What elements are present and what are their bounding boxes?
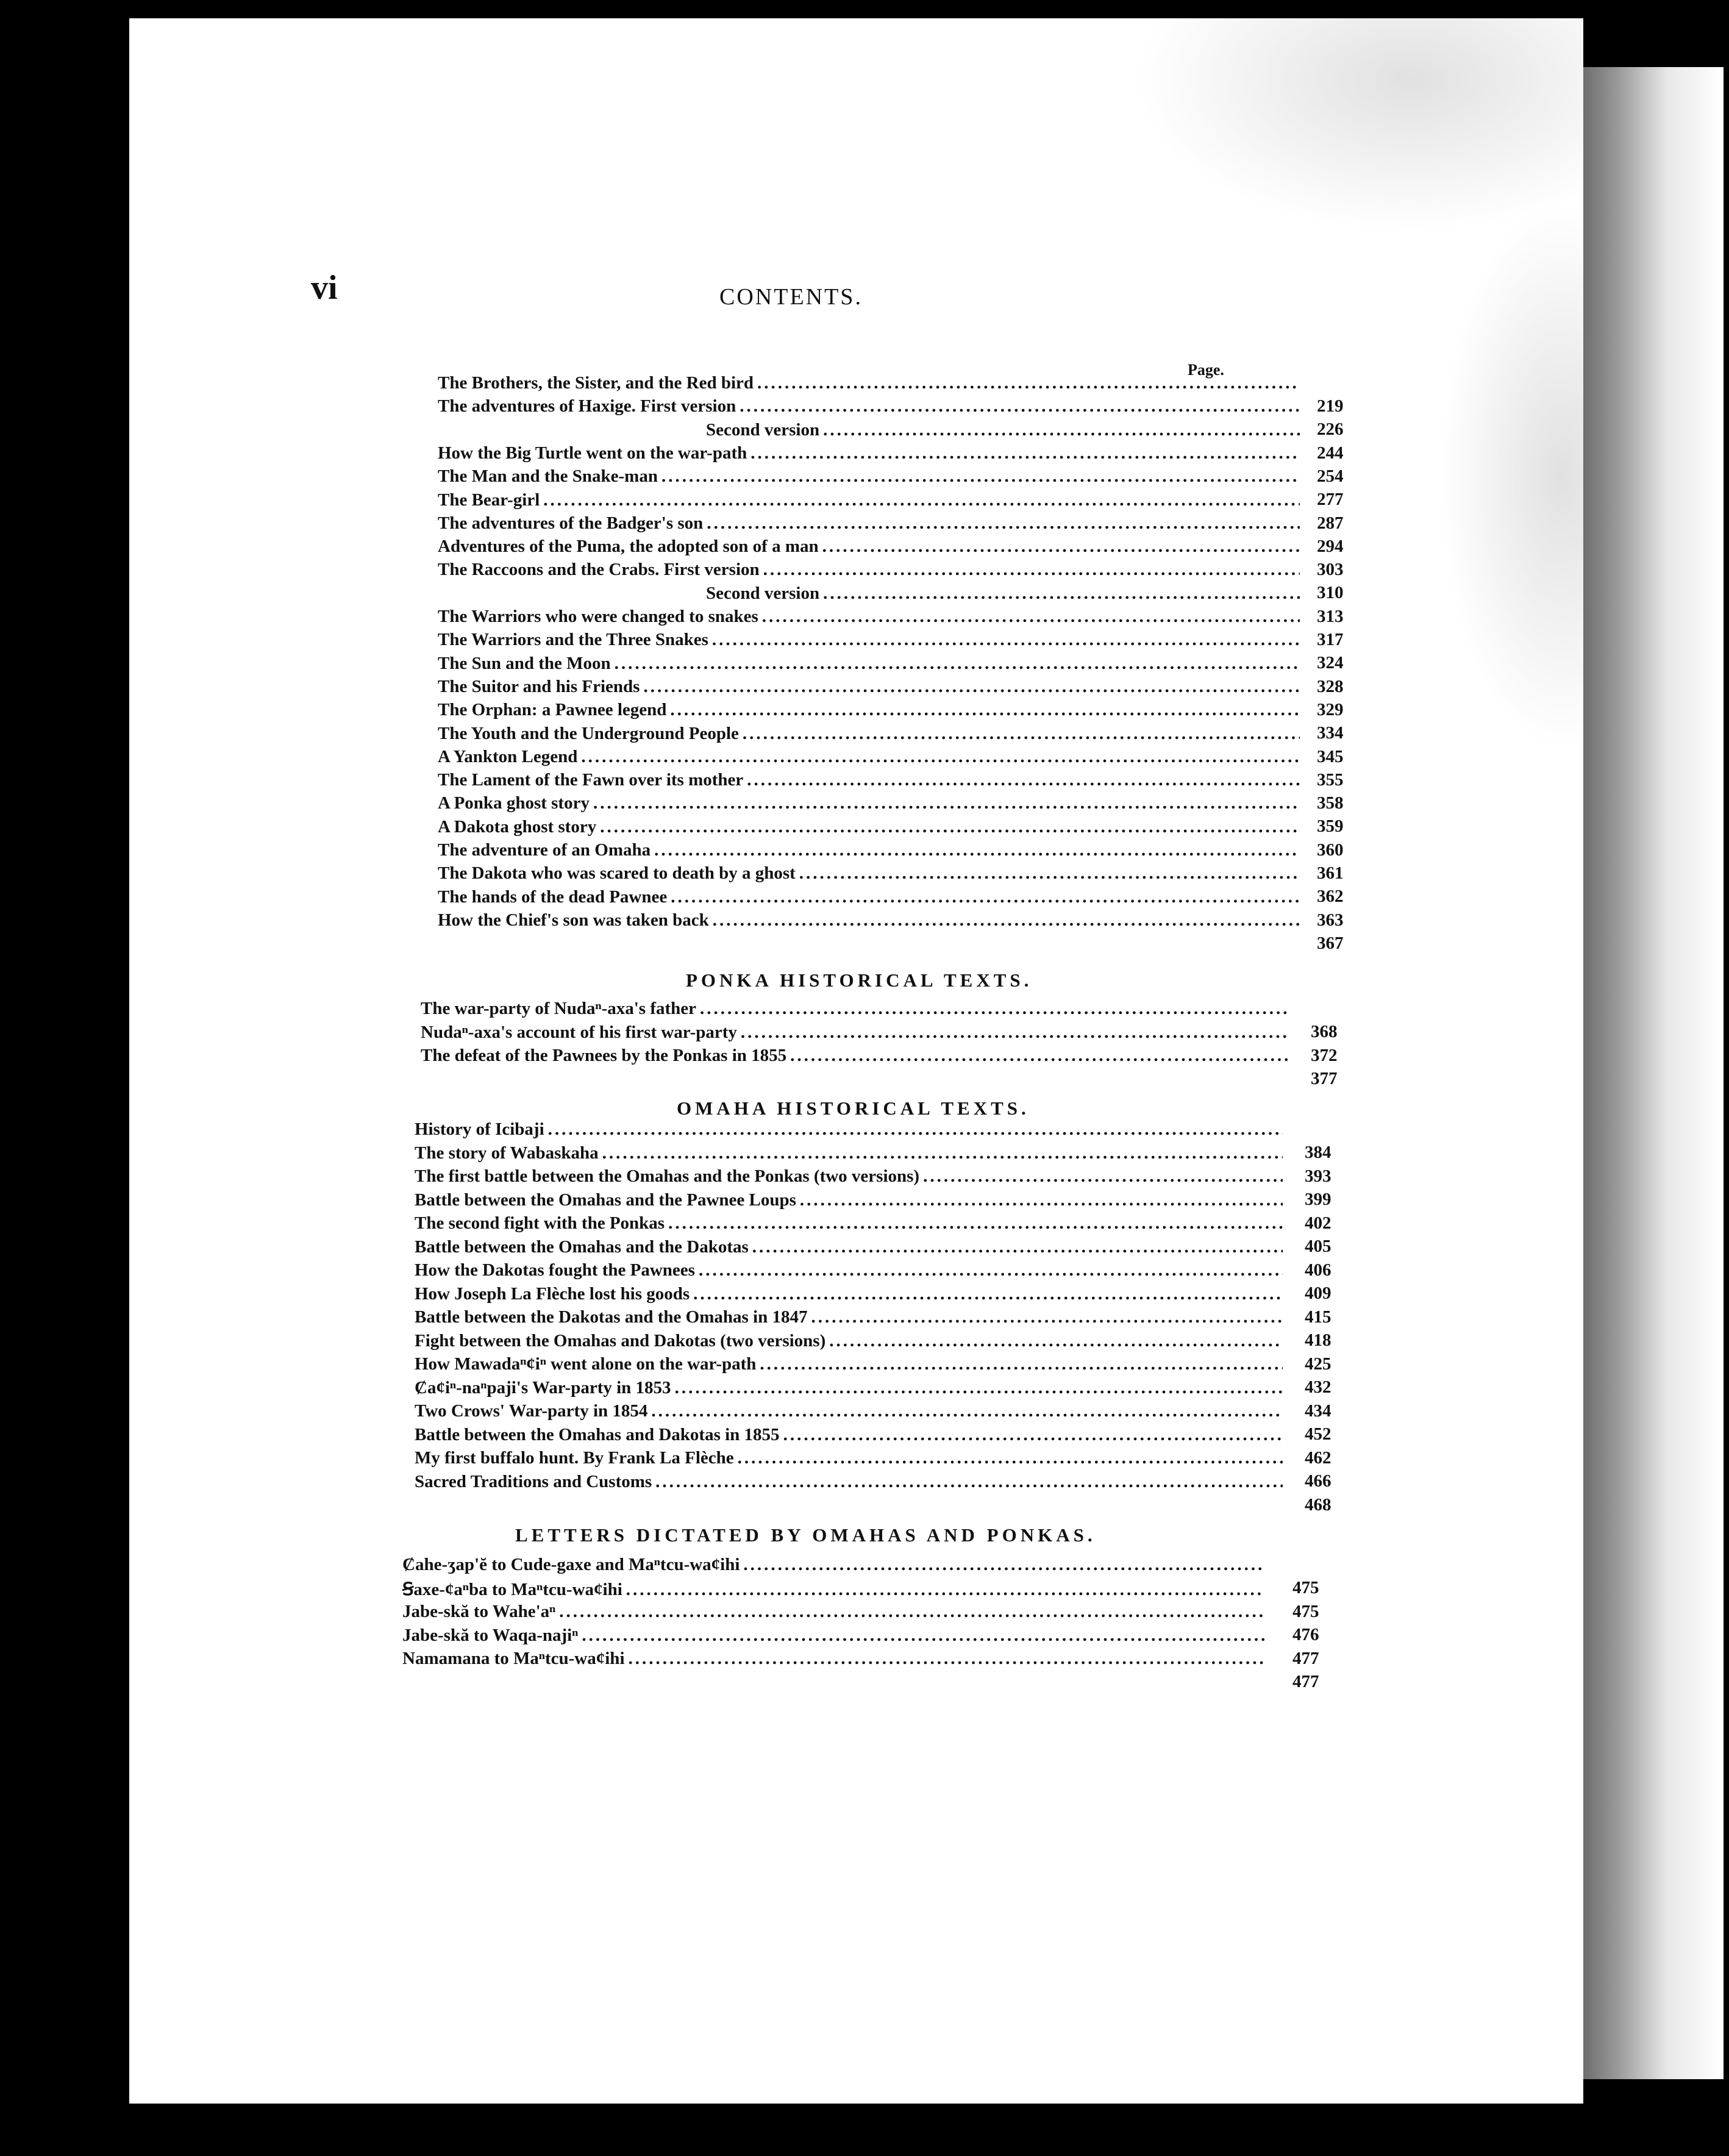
dot-leader bbox=[661, 466, 1300, 487]
toc-entry-title: The Warriors who were changed to snakes bbox=[438, 607, 758, 626]
toc-entry-page: 303 bbox=[1317, 560, 1344, 580]
dot-leader bbox=[699, 1260, 1283, 1280]
toc-entry-title: Sacred Traditions and Customs bbox=[415, 1471, 652, 1491]
toc-entry bbox=[415, 1331, 1286, 1351]
toc-entry-title: The story of Wabaskaha bbox=[415, 1143, 599, 1163]
toc-entry bbox=[438, 513, 1303, 534]
toc-entry-title: History of Icibaji bbox=[415, 1119, 544, 1139]
dot-leader bbox=[602, 1143, 1283, 1163]
toc-entry bbox=[415, 1213, 1286, 1233]
dot-leader bbox=[743, 1555, 1264, 1575]
toc-entry-page: 452 bbox=[1305, 1424, 1332, 1444]
dot-leader bbox=[823, 420, 1300, 440]
dot-leader bbox=[668, 1213, 1283, 1233]
toc-entry-page: 432 bbox=[1305, 1377, 1332, 1397]
toc-entry bbox=[415, 1119, 1286, 1140]
toc-entry bbox=[438, 817, 1303, 837]
toc-entry-page: 317 bbox=[1317, 630, 1344, 649]
toc-entry bbox=[415, 1472, 1286, 1492]
toc-entry-page: 477 bbox=[1292, 1648, 1319, 1668]
dot-leader bbox=[548, 1119, 1283, 1140]
toc-entry-page: 434 bbox=[1305, 1401, 1332, 1421]
toc-entry-title: Ꞩaxe-ȼaⁿba to Maⁿtcu-waȼihi bbox=[402, 1579, 622, 1599]
toc-entry-page: 277 bbox=[1317, 490, 1344, 510]
dot-leader bbox=[654, 840, 1300, 860]
toc-entry bbox=[415, 1307, 1286, 1327]
toc-entry-page: 462 bbox=[1305, 1447, 1332, 1468]
toc-entry-title: The adventures of Haxige. First version bbox=[438, 396, 736, 416]
toc-entry-title: The adventures of the Badger's son bbox=[438, 513, 704, 533]
toc-entry-title: How Mawadaⁿȼiⁿ went alone on the war-path bbox=[415, 1354, 757, 1374]
toc-entry-page: 466 bbox=[1305, 1471, 1332, 1491]
dot-leader bbox=[559, 1602, 1264, 1622]
toc-entry-page: 359 bbox=[1317, 816, 1344, 837]
toc-entry bbox=[706, 584, 1303, 604]
dot-leader bbox=[783, 1425, 1283, 1445]
dot-leader bbox=[712, 630, 1300, 650]
letters-heading: LETTERS DICTATED BY OMAHAS AND PONKAS. bbox=[515, 1524, 1096, 1546]
toc-entry-page: 405 bbox=[1305, 1237, 1332, 1256]
toc-entry-page: 363 bbox=[1317, 910, 1344, 930]
dot-leader bbox=[671, 887, 1300, 907]
toc-entry-page: 475 bbox=[1292, 1601, 1319, 1621]
toc-entry-title: Battle between the Omahas and Dakotas in 1855 bbox=[415, 1424, 780, 1444]
toc-entry-page: 368 bbox=[1311, 1022, 1338, 1041]
dot-leader bbox=[713, 910, 1300, 930]
dot-leader bbox=[600, 817, 1300, 837]
dot-leader bbox=[670, 700, 1300, 720]
toc-entry-title: The Lament of the Fawn over its mother bbox=[438, 770, 744, 790]
toc-entry bbox=[415, 1284, 1286, 1304]
toc-entry bbox=[438, 654, 1303, 674]
dot-leader bbox=[822, 537, 1300, 557]
toc-entry bbox=[438, 373, 1303, 393]
toc-entry-title: Two Crows' War-party in 1854 bbox=[415, 1401, 648, 1421]
toc-entry-page: 468 bbox=[1305, 1494, 1332, 1515]
toc-entry bbox=[438, 443, 1303, 463]
toc-entry-page: 361 bbox=[1317, 863, 1344, 883]
toc-entry-page: 362 bbox=[1317, 887, 1344, 907]
toc-entry bbox=[415, 1354, 1286, 1374]
toc-entry bbox=[438, 677, 1303, 697]
toc-entry-title: Fight between the Omahas and Dakotas (two versions) bbox=[415, 1330, 826, 1351]
ponka-heading: PONKA HISTORICAL TEXTS. bbox=[686, 969, 1033, 991]
toc-entry bbox=[438, 466, 1303, 487]
toc-entry-title: The Brothers, the Sister, and the Red bird bbox=[438, 373, 754, 393]
toc-entry-page: 418 bbox=[1305, 1330, 1332, 1350]
toc-entry-page: 425 bbox=[1305, 1354, 1332, 1374]
toc-entry-title: The Youth and the Underground People bbox=[438, 723, 739, 743]
toc-entry-page: 244 bbox=[1317, 443, 1344, 463]
toc-entry-page: 406 bbox=[1305, 1260, 1332, 1280]
toc-entry-page: 355 bbox=[1317, 769, 1344, 790]
toc-entry-title: The Raccoons and the Crabs. First version bbox=[438, 560, 760, 580]
dot-leader bbox=[923, 1166, 1283, 1187]
dot-leader bbox=[743, 724, 1300, 744]
toc-entry-title: Ȼahe-ʒap'ĕ to Cude-gaxe and Maⁿtcu-waȼihi bbox=[402, 1555, 740, 1574]
dot-leader bbox=[800, 1190, 1283, 1210]
dot-leader bbox=[740, 396, 1300, 416]
dot-leader bbox=[675, 1378, 1283, 1398]
toc-entry-title: The Man and the Snake-man bbox=[438, 466, 658, 487]
toc-entry-title: The second fight with the Ponkas bbox=[415, 1213, 665, 1233]
toc-entry bbox=[706, 420, 1303, 440]
toc-entry-title: The hands of the dead Pawnee bbox=[438, 887, 668, 907]
dot-leader bbox=[757, 373, 1300, 393]
toc-entry bbox=[402, 1626, 1268, 1646]
toc-entry-title: Namamana to Maⁿtcu-waȼihi bbox=[402, 1649, 625, 1668]
toc-entry bbox=[438, 724, 1303, 744]
toc-entry bbox=[421, 1023, 1294, 1043]
toc-entry-page: 287 bbox=[1317, 513, 1344, 533]
toc-entry-title: How Joseph La Flèche lost his goods bbox=[415, 1283, 690, 1304]
toc-entry bbox=[438, 863, 1303, 883]
toc-entry-title: How the Big Turtle went on the war-path bbox=[438, 443, 747, 463]
toc-entry-title: The first battle between the Omahas and the Ponkas (two versions) bbox=[415, 1166, 920, 1186]
toc-entry-title: Adventures of the Puma, the adopted son of a man bbox=[438, 537, 819, 557]
toc-entry-title: Second version bbox=[706, 583, 820, 603]
toc-entry bbox=[438, 396, 1303, 416]
toc-entry-page: 254 bbox=[1317, 466, 1344, 486]
toc-entry bbox=[415, 1401, 1286, 1421]
toc-entry-title: The Suitor and his Friends bbox=[438, 676, 640, 696]
toc-entry-page: 313 bbox=[1317, 606, 1344, 626]
toc-entry bbox=[438, 910, 1303, 930]
toc-entry-title: Jabe-skă to Waqa-najiⁿ bbox=[402, 1625, 579, 1645]
toc-entry bbox=[415, 1378, 1286, 1398]
toc-entry-title: How the Dakotas fought the Pawnees bbox=[415, 1260, 695, 1280]
toc-entry-page: 402 bbox=[1305, 1213, 1332, 1233]
dot-leader bbox=[738, 1448, 1283, 1468]
toc-entry-title: The Warriors and the Three Snakes bbox=[438, 630, 708, 650]
dot-leader bbox=[581, 747, 1300, 767]
toc-entry-page: 294 bbox=[1317, 536, 1344, 556]
toc-entry bbox=[402, 1555, 1268, 1575]
toc-entry-page: 334 bbox=[1317, 723, 1344, 743]
omaha-heading: OMAHA HISTORICAL TEXTS. bbox=[677, 1098, 1030, 1119]
dot-leader bbox=[762, 607, 1300, 627]
book-spine bbox=[1583, 67, 1724, 2079]
toc-entry-page: 393 bbox=[1305, 1166, 1332, 1186]
dot-leader bbox=[700, 999, 1290, 1019]
dot-leader bbox=[582, 1626, 1264, 1646]
dot-leader bbox=[643, 677, 1300, 697]
toc-entry-title: Ȼaȼiⁿ-naⁿpaji's War-party in 1853 bbox=[415, 1377, 671, 1397]
toc-entry bbox=[438, 490, 1303, 510]
toc-entry-title: A Ponka ghost story bbox=[438, 793, 590, 813]
dot-leader bbox=[629, 1649, 1265, 1669]
toc-entry bbox=[438, 537, 1303, 557]
toc-entry-title: Nudaⁿ-axa's account of his first war-party bbox=[421, 1022, 737, 1042]
toc-entry-title: Jabe-skă to Wahe'aⁿ bbox=[402, 1602, 556, 1621]
toc-entry-title: Second version bbox=[706, 419, 820, 440]
dot-leader bbox=[651, 1401, 1283, 1421]
dot-leader bbox=[693, 1284, 1283, 1304]
toc-entry-title: Battle between the Omahas and the Pawnee Loups bbox=[415, 1190, 796, 1210]
toc-entry-page: 328 bbox=[1317, 676, 1344, 696]
dot-leader bbox=[752, 1237, 1283, 1257]
dot-leader bbox=[763, 560, 1300, 580]
toc-entry bbox=[438, 607, 1303, 627]
dot-leader bbox=[593, 793, 1300, 813]
toc-entry-page: 345 bbox=[1317, 746, 1344, 766]
toc-entry-page: 476 bbox=[1292, 1625, 1319, 1644]
toc-entry-page: 358 bbox=[1317, 793, 1344, 813]
toc-entry bbox=[415, 1190, 1286, 1210]
toc-entry bbox=[421, 1046, 1294, 1066]
page-title: CONTENTS. bbox=[719, 284, 863, 310]
toc-entry-page: 324 bbox=[1317, 653, 1344, 673]
toc-entry bbox=[415, 1448, 1286, 1468]
dot-leader bbox=[655, 1472, 1283, 1492]
toc-entry bbox=[415, 1166, 1286, 1187]
dot-leader bbox=[747, 770, 1300, 790]
dot-leader bbox=[707, 513, 1300, 534]
toc-entry-title: A Dakota ghost story bbox=[438, 816, 597, 837]
toc-entry-page: 377 bbox=[1311, 1069, 1338, 1088]
toc-entry bbox=[415, 1425, 1286, 1445]
dot-leader bbox=[750, 443, 1300, 463]
toc-entry-page: 360 bbox=[1317, 840, 1344, 860]
toc-entry-page: 226 bbox=[1317, 419, 1344, 440]
page-column-header: Page. bbox=[1188, 361, 1224, 379]
dot-leader bbox=[829, 1331, 1283, 1351]
toc-entry-title: Battle between the Dakotas and the Omahas in 1847 bbox=[415, 1307, 808, 1327]
water-stain bbox=[1135, 18, 1583, 232]
toc-entry bbox=[438, 630, 1303, 650]
toc-entry bbox=[402, 1602, 1268, 1622]
toc-entry bbox=[415, 1143, 1286, 1163]
toc-entry-title: The Bear-girl bbox=[438, 490, 540, 510]
toc-entry-page: 219 bbox=[1317, 396, 1344, 416]
toc-entry-title: Battle between the Omahas and the Dakotas bbox=[415, 1237, 749, 1257]
toc-entry-page: 475 bbox=[1292, 1578, 1319, 1597]
toc-entry-page: 372 bbox=[1311, 1045, 1338, 1065]
dot-leader bbox=[823, 584, 1300, 604]
toc-entry-title: How the Chief's son was taken back bbox=[438, 910, 709, 930]
toc-entry-title: A Yankton Legend bbox=[438, 746, 578, 766]
toc-entry-title: The Sun and the Moon bbox=[438, 653, 611, 673]
toc-entry bbox=[438, 700, 1303, 720]
dot-leader bbox=[543, 490, 1300, 510]
toc-entry-title: The Dakota who was scared to death by a ghost bbox=[438, 863, 796, 883]
toc-entry-page: 310 bbox=[1317, 583, 1344, 603]
dot-leader bbox=[615, 654, 1300, 674]
page-number: vi bbox=[311, 269, 338, 307]
dot-leader bbox=[741, 1023, 1290, 1043]
toc-entry bbox=[438, 770, 1303, 790]
toc-entry-title: The Orphan: a Pawnee legend bbox=[438, 700, 667, 720]
toc-entry-page: 384 bbox=[1305, 1143, 1332, 1162]
toc-entry-title: The adventure of an Omaha bbox=[438, 840, 651, 860]
toc-entry bbox=[402, 1579, 1268, 1600]
dot-leader bbox=[760, 1354, 1283, 1374]
dot-leader bbox=[811, 1307, 1283, 1327]
toc-entry-page: 477 bbox=[1292, 1672, 1319, 1691]
dot-leader bbox=[790, 1046, 1290, 1066]
toc-entry-page: 399 bbox=[1305, 1190, 1332, 1209]
water-stain bbox=[1440, 201, 1583, 750]
toc-entry-page: 409 bbox=[1305, 1283, 1332, 1303]
toc-entry-page: 367 bbox=[1317, 933, 1344, 953]
dot-leader bbox=[626, 1580, 1264, 1600]
toc-entry-title: My first buffalo hunt. By Frank La Flèche bbox=[415, 1448, 734, 1468]
toc-entry bbox=[438, 747, 1303, 767]
dot-leader bbox=[799, 863, 1300, 883]
toc-entry bbox=[421, 999, 1294, 1019]
toc-entry-page: 415 bbox=[1305, 1307, 1332, 1327]
toc-entry bbox=[438, 793, 1303, 813]
toc-entry bbox=[438, 560, 1303, 580]
toc-entry bbox=[415, 1237, 1286, 1257]
toc-entry-title: The war-party of Nudaⁿ-axa's father bbox=[421, 999, 697, 1018]
toc-entry bbox=[402, 1649, 1268, 1669]
toc-entry bbox=[438, 840, 1303, 860]
toc-entry bbox=[415, 1260, 1286, 1280]
toc-entry-page: 329 bbox=[1317, 699, 1344, 719]
toc-entry-title: The defeat of the Pawnees by the Ponkas in 1855 bbox=[421, 1046, 787, 1065]
toc-entry bbox=[438, 887, 1303, 907]
